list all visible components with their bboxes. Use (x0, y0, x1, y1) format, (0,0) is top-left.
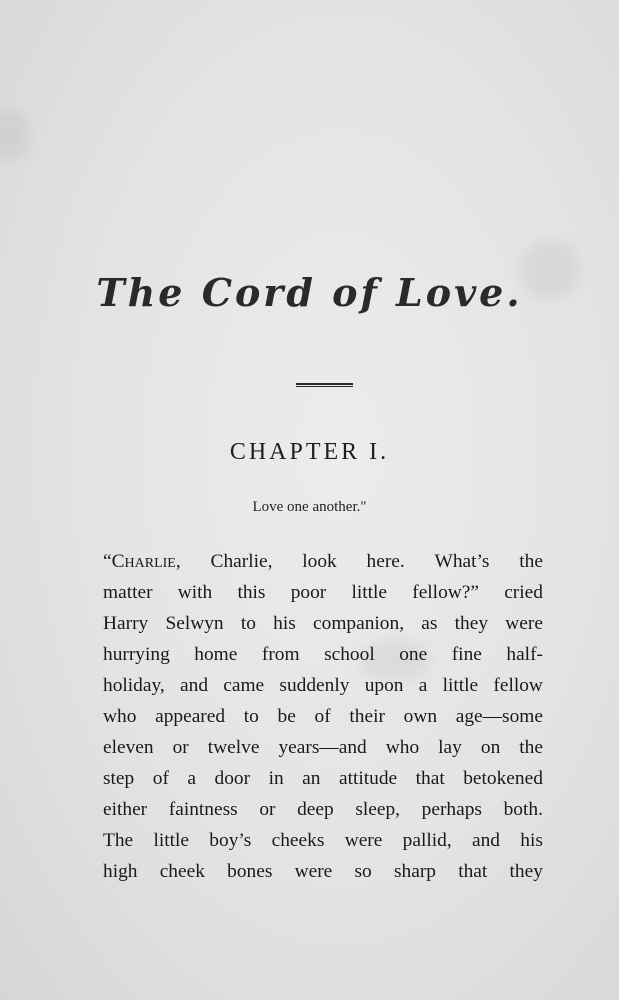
word: they (509, 861, 543, 882)
word: and (180, 675, 209, 696)
word: years—and (278, 737, 367, 758)
text-line (103, 794, 543, 825)
word: an (302, 768, 321, 789)
word: fellow?” (412, 582, 479, 603)
word: companion, (313, 613, 405, 634)
word: in (268, 768, 284, 789)
word: home (194, 644, 238, 665)
word: so (354, 861, 372, 882)
word: faintness (168, 799, 238, 820)
word: who (103, 706, 137, 727)
word: from (261, 644, 300, 665)
word: hurrying (103, 644, 170, 665)
word: little (153, 830, 189, 851)
book-title: The Cord of Love. (96, 270, 523, 315)
word: upon (364, 675, 404, 696)
word: eleven (103, 737, 154, 758)
word: one (399, 644, 428, 665)
word: who (385, 737, 420, 758)
word: twelve (207, 737, 260, 758)
page-stain (0, 110, 30, 160)
word: the (519, 737, 543, 758)
epigraph: Love one another." (252, 499, 367, 515)
word: here. (366, 551, 405, 572)
word: this (237, 582, 266, 603)
word: be (277, 706, 296, 727)
chapter-heading: CHAPTER I. (229, 439, 390, 465)
text-line (103, 825, 543, 856)
word: step (103, 768, 135, 789)
word: of (314, 706, 331, 727)
word: perhaps (421, 799, 482, 820)
word: boy’s (209, 830, 252, 851)
word: own (403, 706, 438, 727)
word: pallid, (402, 830, 452, 851)
word: they (454, 613, 489, 634)
word: The (103, 830, 134, 851)
word: appeared (155, 706, 226, 727)
word: sleep, (355, 799, 401, 820)
word: or (259, 799, 276, 820)
word: suddenly (279, 675, 350, 696)
text-line (103, 577, 543, 608)
word: on (480, 737, 501, 758)
word: attitude (338, 768, 398, 789)
word: high (103, 861, 138, 882)
word: his (520, 830, 543, 851)
word: lay (438, 737, 462, 758)
word: cheeks (271, 830, 325, 851)
text-line (103, 701, 543, 732)
word: that (458, 861, 488, 882)
word: bones (227, 861, 273, 882)
word: as (421, 613, 438, 634)
word: What’s (434, 551, 490, 572)
word: were (294, 861, 333, 882)
word: came (223, 675, 265, 696)
word: that (415, 768, 445, 789)
word: look (302, 551, 337, 572)
text-line (103, 608, 543, 639)
text-line (103, 732, 543, 763)
text-line (103, 670, 543, 701)
word: of (152, 768, 169, 789)
word: holiday, (103, 675, 165, 696)
text-line (103, 639, 543, 670)
word: both. (503, 799, 543, 820)
word: Charlie, (210, 551, 273, 572)
word: sharp (393, 861, 436, 882)
word: fellow (493, 675, 543, 696)
word: little (442, 675, 479, 696)
word: to (243, 706, 259, 727)
word: were (344, 830, 383, 851)
word: door (214, 768, 251, 789)
title-divider (296, 383, 353, 387)
word: to (240, 613, 256, 634)
word: with (177, 582, 213, 603)
word: deep (297, 799, 334, 820)
word: matter (103, 582, 153, 603)
word: cried (504, 582, 543, 603)
word: Harry (103, 613, 149, 634)
word: cheek (159, 861, 205, 882)
word: betokened (463, 768, 543, 789)
word: their (349, 706, 385, 727)
word: poor (290, 582, 327, 603)
word: the (519, 551, 543, 572)
text-line (103, 856, 543, 887)
word: age—some (455, 706, 543, 727)
word: or (172, 737, 189, 758)
word: school (324, 644, 375, 665)
word: half- (506, 644, 543, 665)
text-line (103, 763, 543, 794)
word: either (103, 799, 148, 820)
word: Selwyn (165, 613, 224, 634)
word: and (471, 830, 500, 851)
word: were (505, 613, 543, 634)
word: his (273, 613, 296, 634)
word: a (418, 675, 428, 696)
text-line (103, 546, 543, 577)
word: a (187, 768, 197, 789)
word: “Charlie, (103, 551, 181, 572)
word: fine (451, 644, 482, 665)
word: little (351, 582, 388, 603)
